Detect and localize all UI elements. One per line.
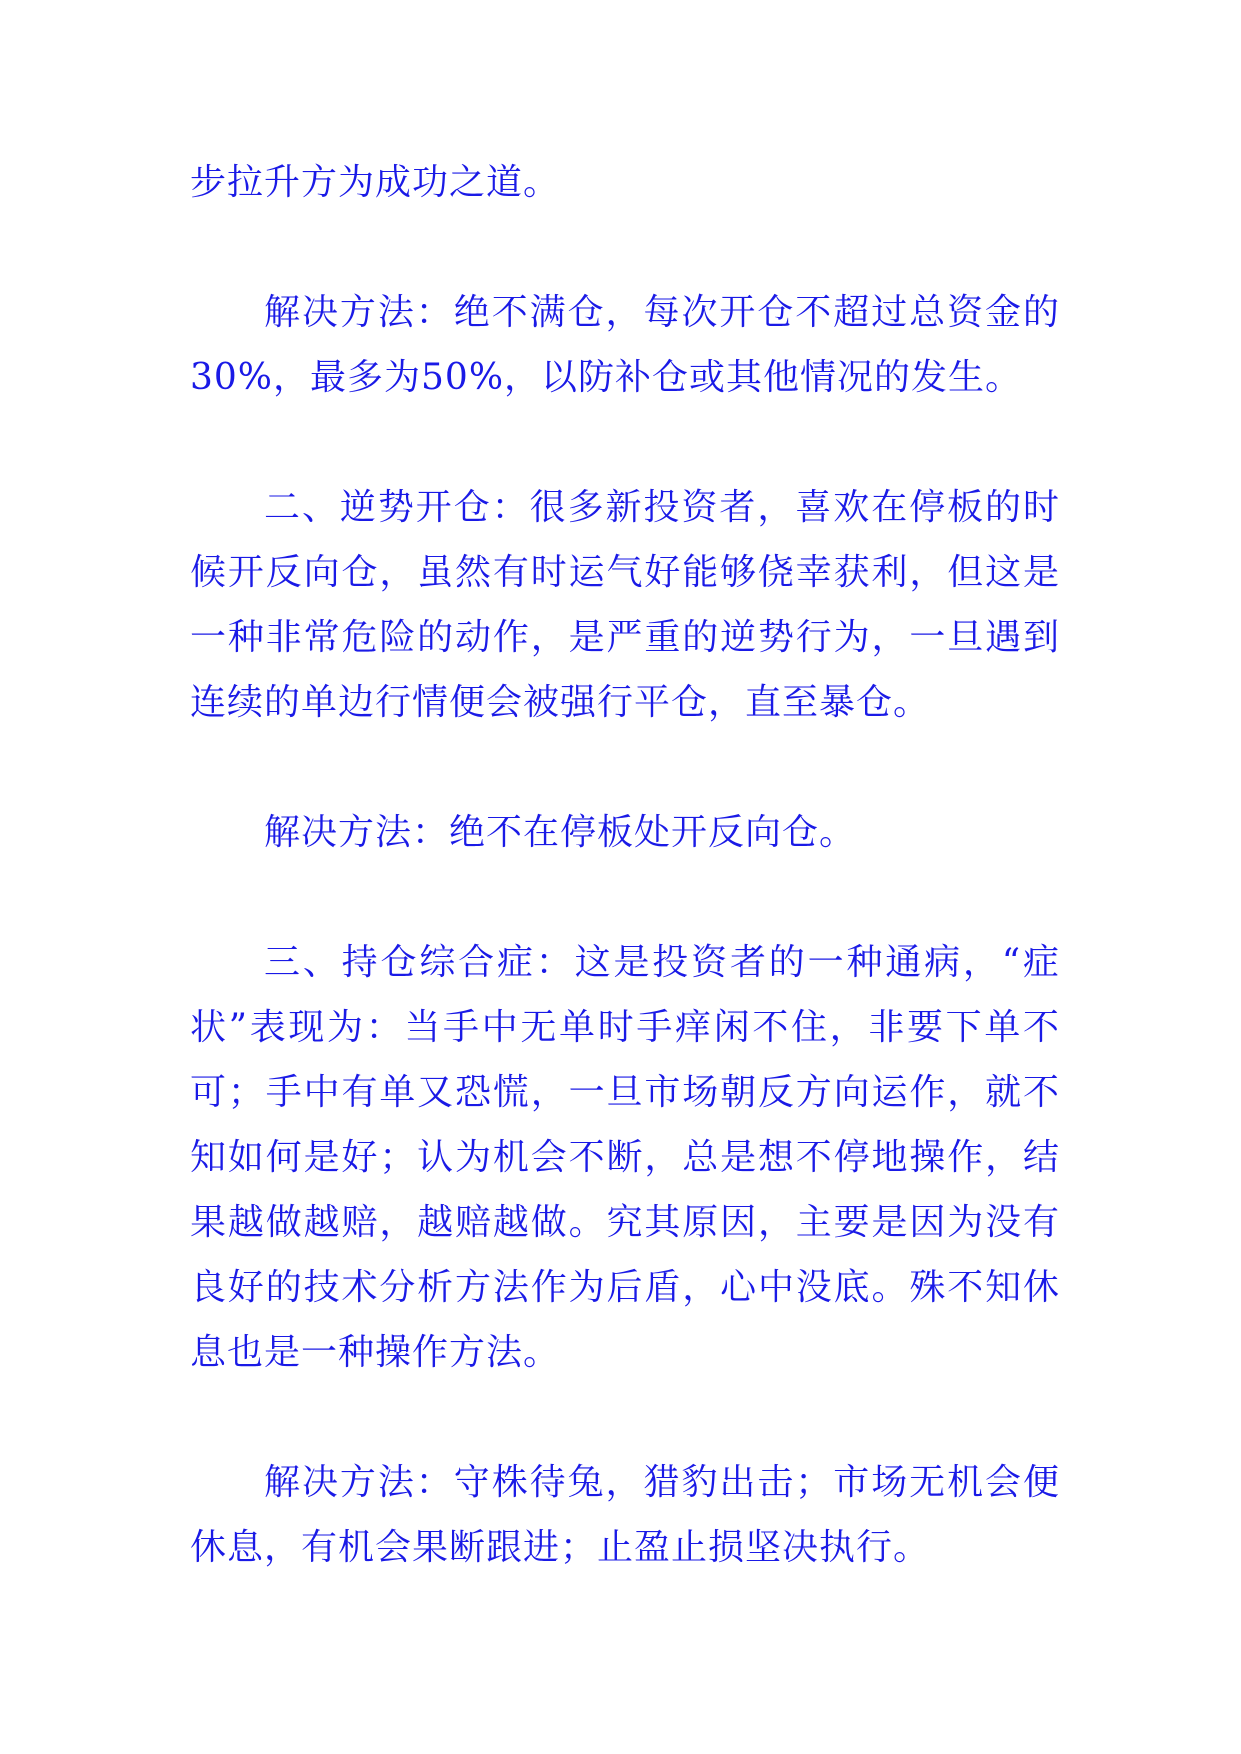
paragraph-section-3: 三、持仓综合症：这是投资者的一种通病，“症状”表现为：当手中无单时手痒闲不住，非要下单不可；手中有单又恐慌，一旦市场朝反方向运作，就不知如何是好；认为机会不断，总是想不停地操作，结果越做越赔，越赔越做。究其原因，主要是因为没有良好的技术分析方法作为后盾，心中没底。殊不知休息也是一种操作方法。 xyxy=(190,942,1060,1373)
document-body xyxy=(190,150,1060,1580)
paragraph-solution-3: 解决方法：守株待兔，猎豹出击；市场无机会便休息，有机会果断跟进；止盈止损坚决执行。 xyxy=(190,1462,1060,1568)
paragraph-solution-1: 解决方法：绝不满仓，每次开仓不超过总资金的30%，最多为50%，以防补仓或其他情况的发生。 xyxy=(190,292,1060,398)
paragraph-solution-2: 解决方法：绝不在停板处开反向仓。 xyxy=(264,812,857,853)
paragraph-section-2: 二、逆势开仓：很多新投资者，喜欢在停板的时候开反向仓，虽然有时运气好能够侥幸获利，但这是一种非常危险的动作，是严重的逆势行为，一旦遇到连续的单边行情便会被强行平仓，直至暴仓。 xyxy=(190,487,1060,723)
paragraph-continuation: 步拉升方为成功之道。 xyxy=(190,162,561,203)
